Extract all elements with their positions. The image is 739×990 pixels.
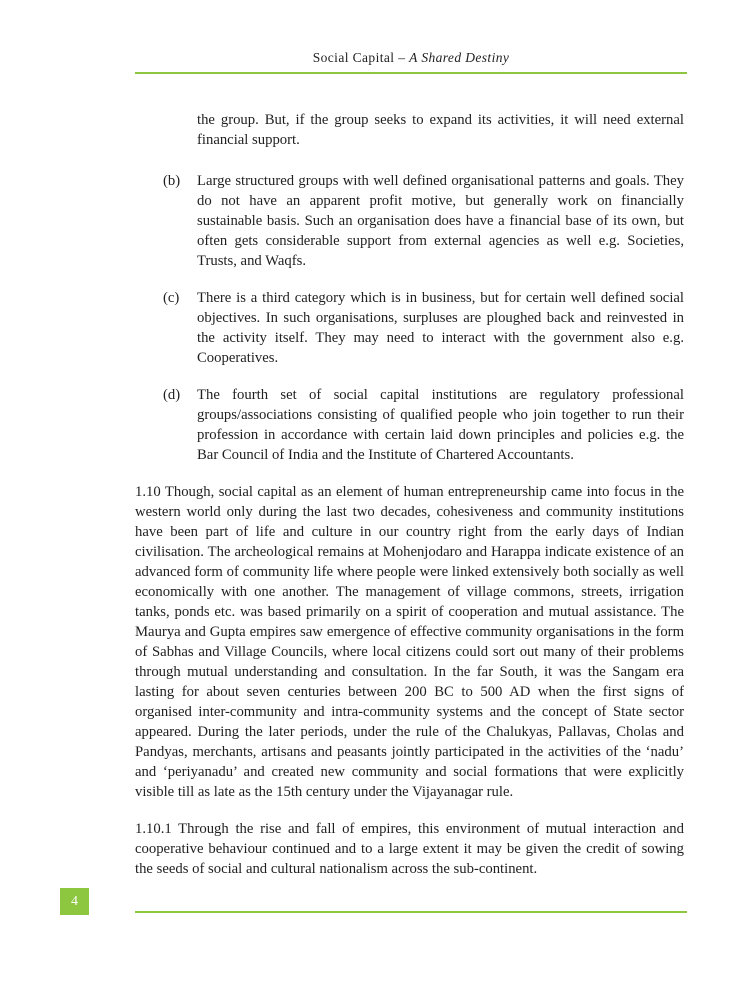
paragraph-1-10: 1.10 Though, social capital as an element of human entrepreneurship came into focus in the western world only during the last two decades, cohesiveness and community institutions have been part of life and culture in our country right from the early days of Indian civilisation. The archeological remains at Mohenjodaro and Harappa indicate existence of an advanced form of community life where people were linked extensively both socially as well economically with one another. The management of village commons, streets, irrigation tanks, ponds etc. was based primarily on a spirit of cooperation and mutual assistance. The Maurya and Gupta empires saw emergence of effective community organisations in the form of Sabhas and Village Councils, where local citizens could sort out many of their problems through mutual understanding and consultation. In the far South, it was the Sangam era lasting for about seven centuries between 200 BC to 500 AD when the first signs of organised inter-community and intra-community systems and the concept of State sector appeared. During the later periods, under the rule of the Chalukyas, Pallavas, Cholas and Pandyas, merchants, artisans and peasants jointly participated in the activities of the ‘nadu’ and ‘periyanadu’ and created new community and social formations that were explicitly visible till as late as the 15th century under the Vijayanagar rule. <box>135 484 684 800</box>
list-item-text: Large structured groups with well defined organisational patterns and goals. They do not have an apparent profit motive, but generally work on financially sustainable basis. Such an organisation does have a financial base of its own, but often gets considerable support from external agencies as well e.g. Societies, Trusts, and Waqfs. <box>197 173 684 269</box>
list-item-label: (c) <box>163 290 180 306</box>
list-item-c <box>135 288 684 368</box>
list-item-label: (d) <box>163 387 181 403</box>
body-text <box>135 110 684 896</box>
header-title-text: Social Capital – <box>312 50 410 65</box>
page-number: 4 <box>71 894 78 909</box>
footer-divider-line <box>135 911 687 913</box>
paragraph-1-10-1: 1.10.1 Through the rise and fall of empires, this environment of mutual interaction and cooperative behaviour continued and to a large extent it may be given the credit of sowing the seeds of social and cultural nationalism across the sub-continent. <box>135 821 684 877</box>
list-item-text: The fourth set of social capital institutions are regulatory professional groups/associations consisting of qualified people who join together to run their profession in accordance with certain laid down principles and policies e.g. the Bar Council of India and the Institute of Chartered Accountants. <box>197 387 684 463</box>
list-item-b <box>135 171 684 271</box>
list-item-text: There is a third category which is in business, but for certain well defined social objectives. In such organisations, surpluses are ploughed back and reinvested in the activity itself. They may need to interact with the government also e.g. Cooperatives. <box>197 290 684 366</box>
intro-continuation-paragraph: the group. But, if the group seeks to expand its activities, it will need external financial support. <box>197 112 684 148</box>
list-item-d <box>135 385 684 465</box>
header-divider-line <box>135 72 687 74</box>
page-number-badge <box>60 888 89 915</box>
running-header <box>135 50 687 66</box>
list-item-label: (b) <box>163 173 181 189</box>
header-title-emphasis: A Shared Destiny <box>409 50 510 65</box>
